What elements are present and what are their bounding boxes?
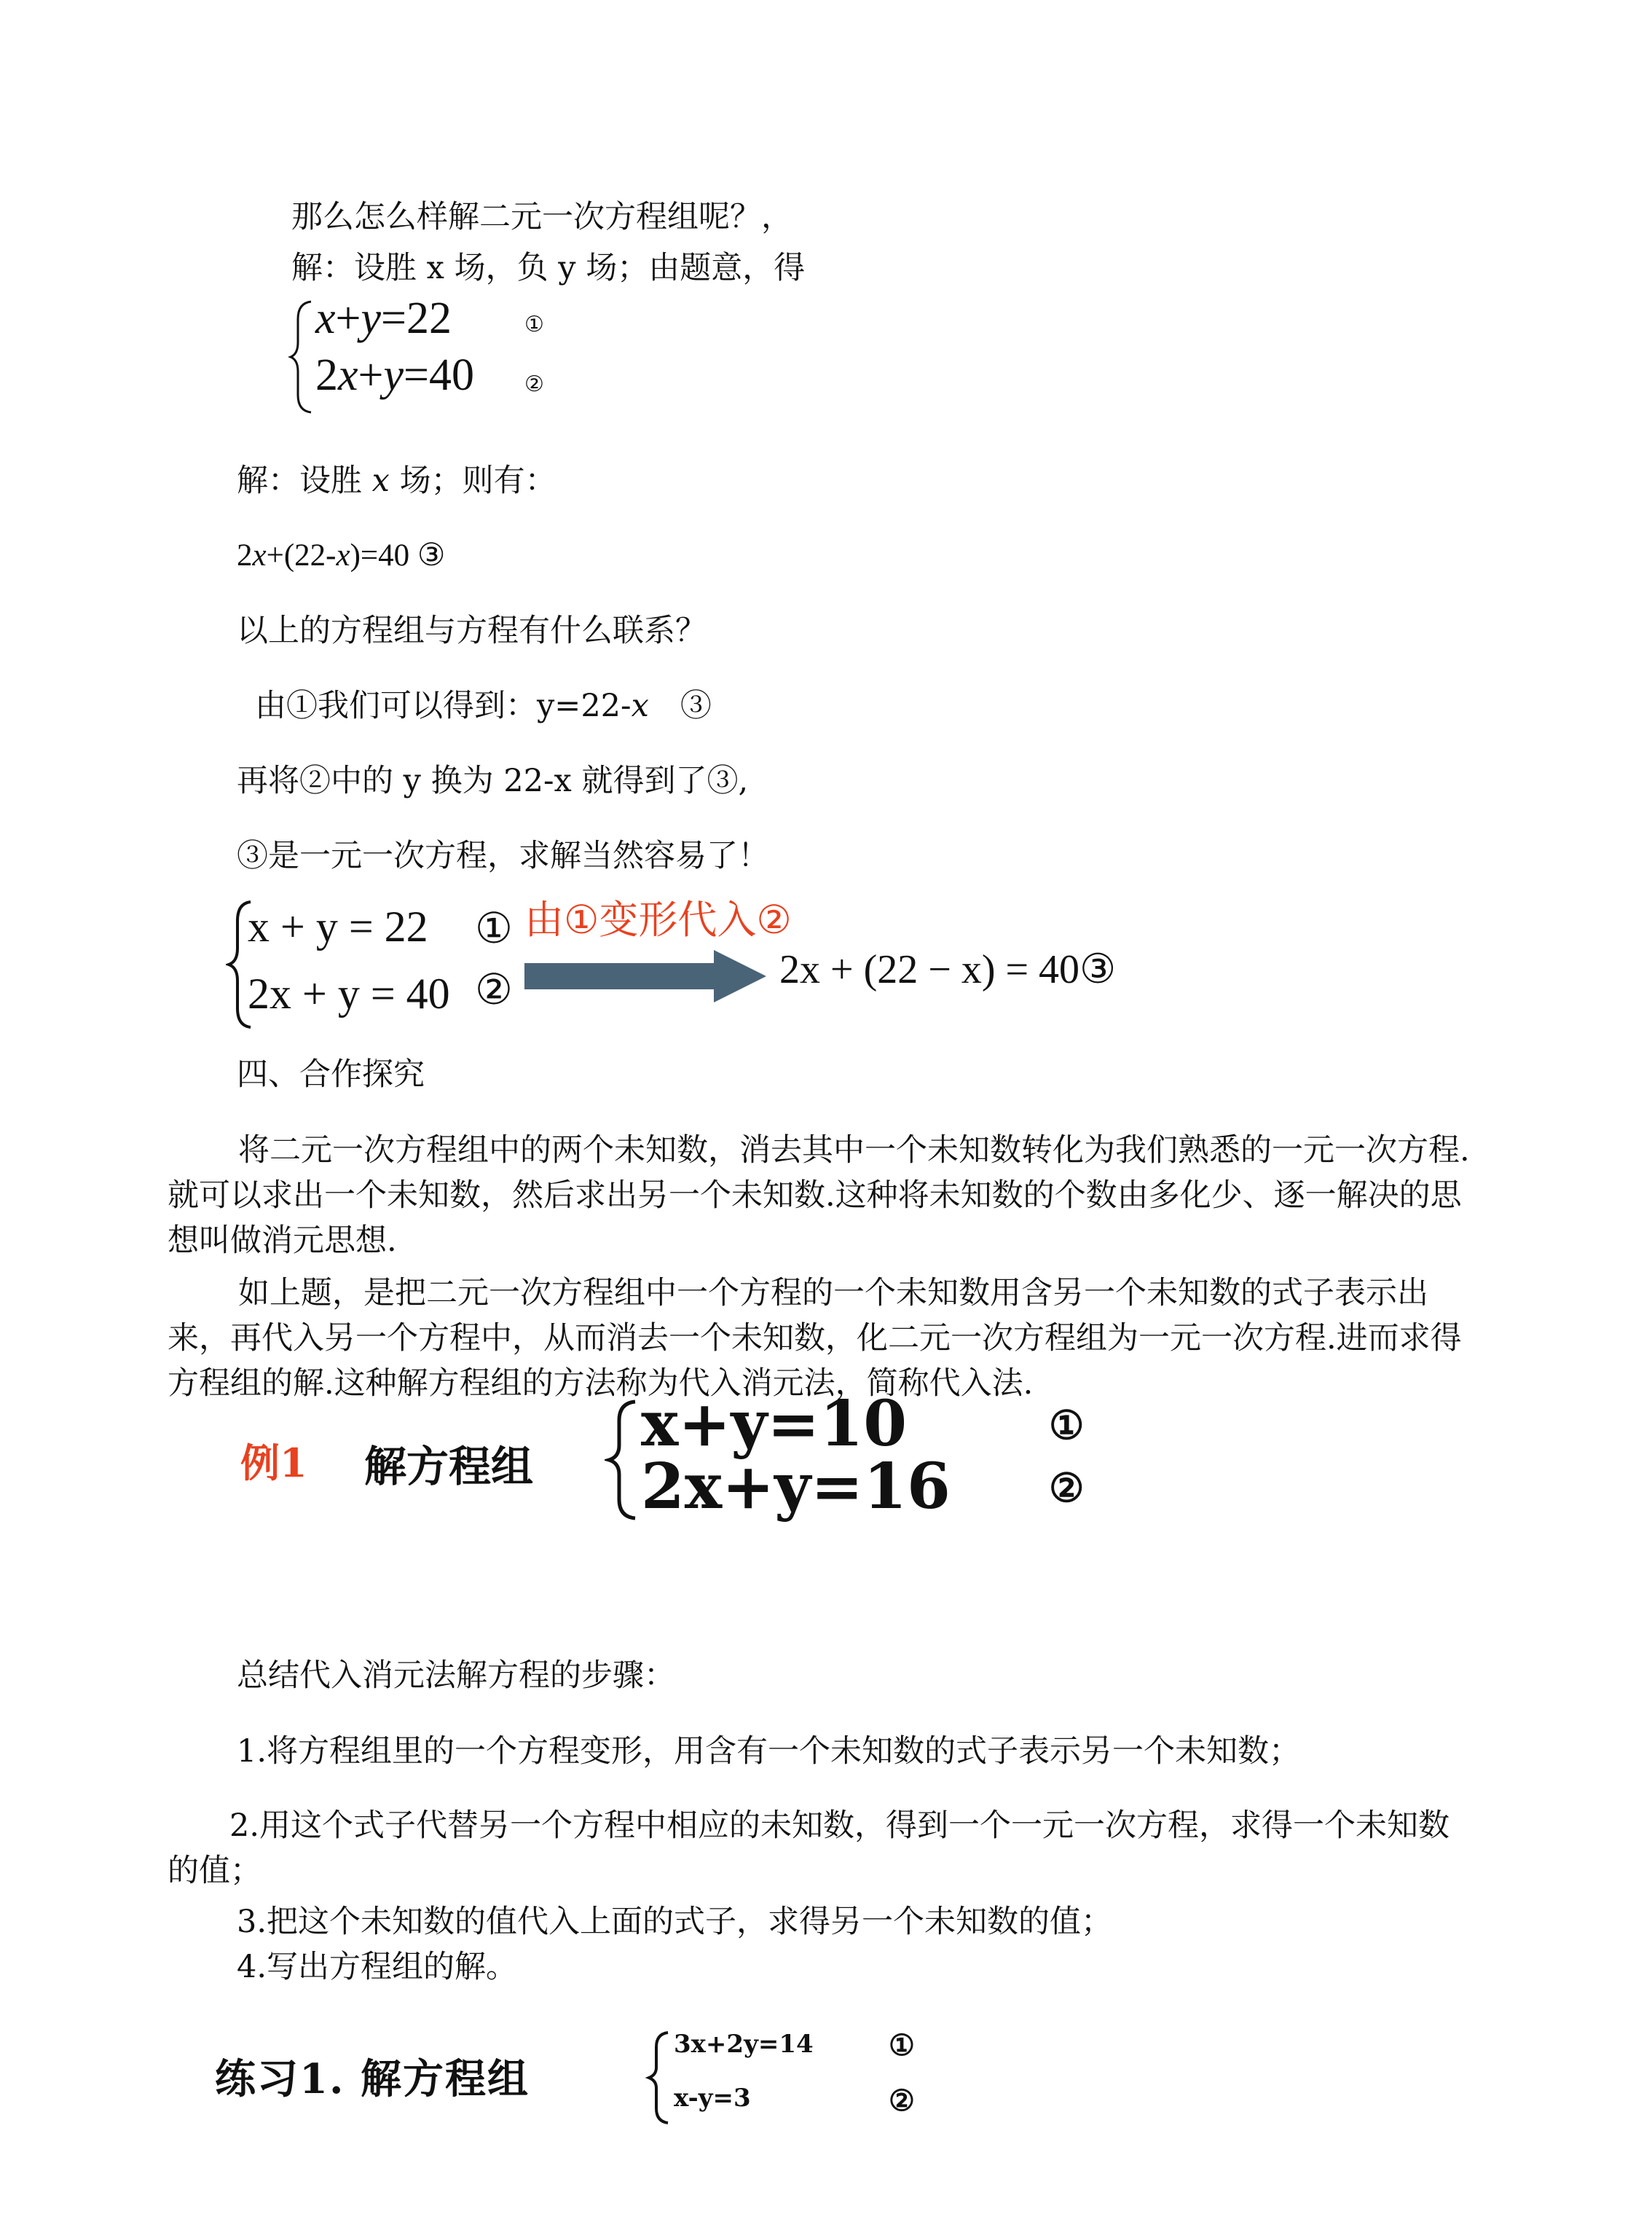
summary-step1: 1.将方程组里的一个方程变形，用含有一个未知数的式子表示另一个未知数； xyxy=(237,1733,1301,1770)
diagram-result: 2x + (22 − x) = 40③ xyxy=(779,947,1117,992)
section4-para2: 如上题，是把二元一次方程组中一个方程的一个未知数用含另一个未知数的式子表示出来，再代入另一个方程中，从而消去一个未知数，化二元一次方程组为一元一次方程.进而求得方程组的解.这种解方程组的方法称为代入消元法，简称代入法. xyxy=(168,1275,1462,1402)
system1-tag2: ② xyxy=(524,372,544,397)
example1-label: 例1 xyxy=(240,1440,307,1486)
solution-line6: ③是一元一次方程，求解当然容易了！ xyxy=(237,838,769,874)
example1-tag1: ① xyxy=(1049,1402,1085,1448)
left-brace-icon xyxy=(605,1397,641,1521)
intro-setup: 解：设胜 x 场，负 y 场；由题意，得 xyxy=(291,250,806,286)
summary-step3: 3.把这个未知数的值代入上面的式子，求得另一个未知数的值； xyxy=(237,1904,1113,1940)
system1-eq2: 2x+y=40 xyxy=(315,350,474,400)
section4-heading: 四、合作探究 xyxy=(237,1056,425,1093)
intro-question: 那么怎么样解二元一次方程组呢？， xyxy=(291,199,792,235)
solution-line1: 解：设胜 x 场；则有： xyxy=(237,463,556,499)
exercise1-eq1: 3x+2y=14 xyxy=(674,2030,814,2059)
solution-line5: 再将②中的 y 换为 22-x 就得到了③, xyxy=(237,763,749,799)
example1-eq2: 2x+y=16 xyxy=(641,1450,951,1523)
example1-eq1: x+y=10 xyxy=(641,1387,908,1461)
solution-line3: 以上的方程组与方程有什么联系？ xyxy=(237,613,707,649)
exercise1-title: 练习1. 解方程组 xyxy=(215,2055,530,2103)
summary-heading: 总结代入消元法解方程的步骤： xyxy=(237,1657,675,1694)
diagram-eq2: 2x + y = 40 xyxy=(248,970,450,1018)
diagram-tag1: ① xyxy=(475,903,513,953)
solution-line2: 2x+(22-x)=40 ③ xyxy=(237,538,446,573)
section4-para1: 将二元一次方程组中的两个未知数，消去其中一个未知数转化为我们熟悉的一元一次方程.就可以求出一个未知数，然后求出另一个未知数.这种将未知数的个数由多化少、逐一解决的思想叫做消元思想. xyxy=(168,1132,1470,1259)
left-brace-icon xyxy=(288,299,317,415)
example1-tag2: ② xyxy=(1049,1464,1085,1511)
right-arrow-icon xyxy=(524,947,772,1005)
example1-title: 解方程组 xyxy=(364,1442,534,1491)
example1 xyxy=(240,1387,1187,1523)
exercise1-tag2: ② xyxy=(889,2084,915,2118)
diagram-arrow-label: 由①变形代入② xyxy=(524,897,792,943)
diagram-eq1: x + y = 22 xyxy=(248,903,428,951)
exercise1 xyxy=(215,2025,1016,2127)
solution-line4: 由①我们可以得到：y=22-x ③ xyxy=(255,688,712,724)
summary-step4: 4.写出方程组的解。 xyxy=(237,1949,518,1985)
left-brace-icon xyxy=(645,2030,674,2124)
exercise1-tag1: ① xyxy=(889,2028,915,2062)
equation-system-1 xyxy=(288,291,579,415)
system1-eq1: x+y=22 xyxy=(315,294,452,343)
exercise1-eq2: x-y=3 xyxy=(674,2084,751,2113)
substitution-diagram xyxy=(226,889,1117,1042)
system1-tag1: ① xyxy=(524,312,544,337)
diagram-tag2: ② xyxy=(475,965,513,1014)
summary-step2: 2.用这个式子代替另一个方程中相应的未知数，得到一个一元一次方程，求得一个未知数的值； xyxy=(168,1807,1450,1889)
